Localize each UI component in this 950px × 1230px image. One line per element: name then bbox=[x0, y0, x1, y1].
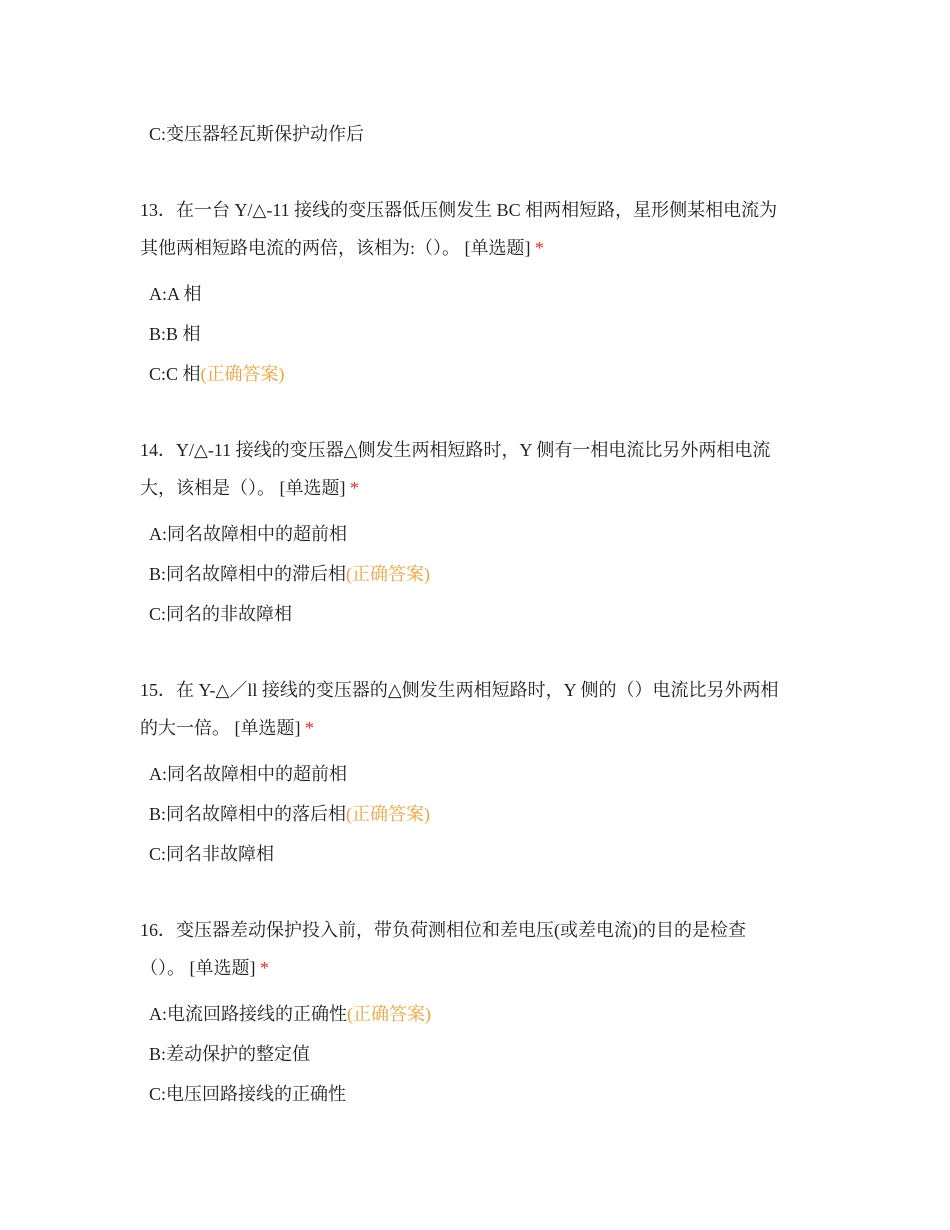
option-text: A:A 相 bbox=[149, 284, 202, 304]
option-13-c bbox=[149, 362, 285, 386]
required-asterisk: * bbox=[535, 238, 544, 258]
option-14-a bbox=[149, 522, 347, 546]
option-text: C:同名非故障相 bbox=[149, 844, 275, 864]
question-text: 其他两相短路电流的两倍，该相为:（）。 bbox=[140, 238, 460, 258]
option-15-c bbox=[149, 842, 274, 866]
option-text: C:C 相 bbox=[149, 364, 201, 384]
question-16-text-line-1: 16．变压器差动保护投入前，带负荷测相位和差电压(或差电流)的目的是检查 bbox=[140, 920, 746, 940]
question-13-text-line-1: 13．在一台 Y/△-11 接线的变压器低压侧发生 BC 相两相短路，星形侧某相电流为 bbox=[140, 200, 778, 220]
question-type-label: [单选题] bbox=[279, 478, 346, 498]
option-text: B:B 相 bbox=[149, 324, 201, 344]
option-text: B:同名故障相中的落后相 bbox=[149, 804, 347, 824]
option-text: A:电流回路接线的正确性 bbox=[149, 1004, 347, 1024]
option-16-a bbox=[149, 1002, 431, 1026]
option-16-c bbox=[149, 1082, 346, 1106]
option-text: C:变压器轻瓦斯保护动作后 bbox=[149, 124, 365, 144]
option-13-a bbox=[149, 282, 202, 306]
option-15-a bbox=[149, 762, 347, 786]
question-14-text-line-1: 14．Y/△-11 接线的变压器△侧发生两相短路时，Y 侧有一相电流比另外两相电流 bbox=[140, 440, 771, 460]
option-14-b bbox=[149, 562, 430, 586]
question-15-text-line-2 bbox=[140, 716, 314, 740]
option-16-b bbox=[149, 1042, 310, 1066]
question-type-label: [单选题] bbox=[464, 238, 531, 258]
question-type-label: [单选题] bbox=[189, 958, 256, 978]
option-12-c bbox=[149, 122, 364, 146]
option-text: B:差动保护的整定值 bbox=[149, 1044, 311, 1064]
option-13-b bbox=[149, 322, 201, 346]
option-text: C:电压回路接线的正确性 bbox=[149, 1084, 347, 1104]
option-15-b bbox=[149, 802, 430, 826]
question-text: （）。 bbox=[140, 958, 185, 978]
correct-answer-label: (正确答案) bbox=[200, 364, 285, 384]
option-14-c bbox=[149, 602, 292, 626]
required-asterisk: * bbox=[305, 718, 314, 738]
question-14-text-line-2 bbox=[140, 476, 359, 500]
option-text: C:同名的非故障相 bbox=[149, 604, 293, 624]
option-text: A:同名故障相中的超前相 bbox=[149, 524, 347, 544]
option-text: B:同名故障相中的滞后相 bbox=[149, 564, 347, 584]
question-13-text-line-2 bbox=[140, 236, 544, 260]
correct-answer-label: (正确答案) bbox=[346, 804, 431, 824]
question-15-text-line-1: 15．在 Y-△／ll 接线的变压器的△侧发生两相短路时，Y 侧的（）电流比另外两相 bbox=[140, 680, 779, 700]
correct-answer-label: (正确答案) bbox=[347, 1004, 431, 1024]
question-text: 大，该相是（）。 bbox=[140, 478, 275, 498]
option-text: A:同名故障相中的超前相 bbox=[149, 764, 347, 784]
question-16-text-line-2 bbox=[140, 956, 269, 980]
correct-answer-label: (正确答案) bbox=[346, 564, 431, 584]
required-asterisk: * bbox=[350, 478, 359, 498]
question-text: 的大一倍。 bbox=[140, 718, 230, 738]
question-type-label: [单选题] bbox=[234, 718, 301, 738]
required-asterisk: * bbox=[260, 958, 269, 978]
